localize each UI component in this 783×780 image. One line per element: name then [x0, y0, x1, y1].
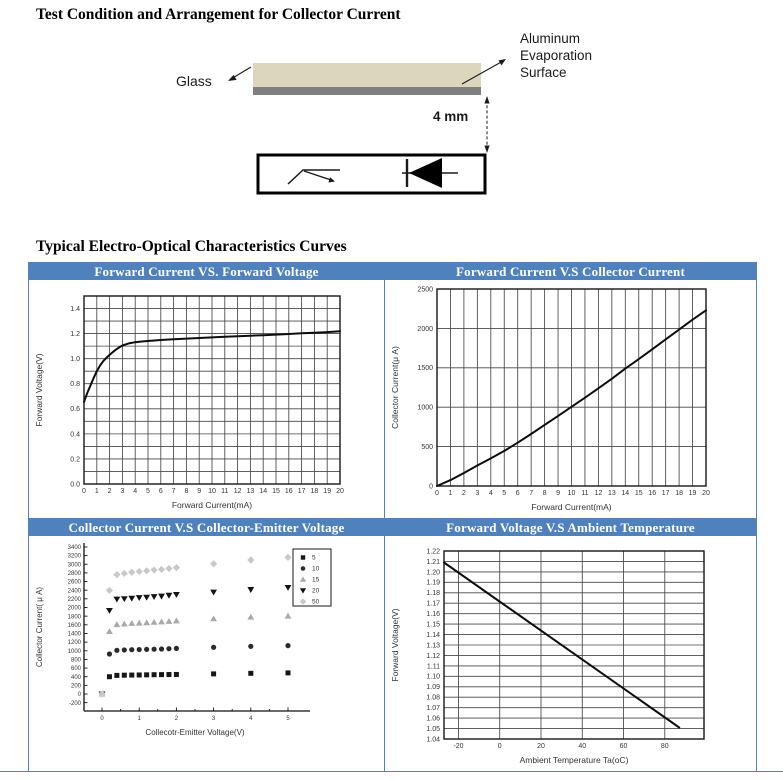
svg-text:11: 11: [581, 490, 589, 497]
svg-text:1.22: 1.22: [426, 548, 440, 556]
x-axis-title: Collecotr-Emitter Voltage(V): [145, 728, 245, 737]
chart-collector-current-vs-collector-emitter-voltage: [29, 536, 383, 770]
photodiode-symbol: [402, 158, 458, 188]
svg-text:40: 40: [578, 743, 587, 750]
svg-text:5: 5: [312, 554, 316, 562]
svg-text:3400: 3400: [67, 545, 81, 552]
chart-panel-if-ic: [385, 263, 756, 519]
svg-text:1.19: 1.19: [426, 579, 440, 587]
svg-text:7: 7: [529, 490, 534, 497]
svg-text:1000: 1000: [67, 648, 81, 655]
svg-text:1.04: 1.04: [426, 736, 440, 744]
svg-text:10: 10: [567, 490, 576, 497]
device-box: [258, 155, 485, 193]
dimension-line-4mm: [484, 96, 489, 153]
svg-text:1.10: 1.10: [426, 673, 440, 681]
y-tick-labels: [426, 548, 440, 743]
glass-label: Glass: [176, 73, 212, 89]
y-axis-title: Forward Voltage(V): [390, 608, 400, 682]
emitter-symbol: [288, 170, 340, 184]
svg-text:4: 4: [133, 488, 138, 495]
svg-text:1.12: 1.12: [426, 652, 440, 660]
svg-text:-20: -20: [453, 743, 464, 750]
svg-text:20: 20: [312, 587, 320, 595]
svg-text:12: 12: [594, 490, 603, 497]
chart-panel-ic-vce: [29, 519, 385, 771]
y-axis-title: Forward Voltage(V): [34, 353, 44, 427]
svg-text:5: 5: [502, 490, 507, 497]
svg-text:17: 17: [661, 490, 670, 497]
svg-text:10: 10: [312, 565, 320, 573]
svg-text:1000: 1000: [417, 404, 433, 412]
svg-text:0.8: 0.8: [70, 381, 80, 389]
gap-label: 4 mm: [433, 109, 469, 124]
svg-text:1: 1: [448, 490, 453, 497]
svg-text:18: 18: [310, 488, 319, 495]
aluminum-label: Aluminum Evaporation Surface: [520, 31, 593, 80]
svg-text:1.05: 1.05: [426, 725, 440, 733]
svg-text:400: 400: [70, 674, 81, 681]
svg-text:1200: 1200: [67, 640, 81, 647]
svg-text:11: 11: [221, 488, 229, 495]
svg-text:1800: 1800: [67, 614, 81, 621]
svg-text:1.4: 1.4: [70, 305, 80, 313]
scatter-points: [98, 554, 291, 698]
svg-text:1.08: 1.08: [426, 694, 440, 702]
svg-text:4: 4: [488, 490, 493, 497]
svg-text:0: 0: [497, 743, 502, 750]
aluminum-strip: [253, 87, 481, 95]
svg-text:6: 6: [158, 488, 163, 495]
svg-text:4: 4: [249, 716, 253, 722]
svg-text:2: 2: [461, 490, 466, 497]
chart-panel-vf-ta: [385, 519, 756, 771]
svg-text:1.0: 1.0: [70, 356, 80, 364]
grid-lines: [437, 289, 706, 486]
svg-text:2400: 2400: [67, 588, 81, 595]
x-axis-title: Forward Current(mA): [171, 500, 253, 510]
svg-text:18: 18: [675, 490, 683, 497]
svg-text:13: 13: [246, 488, 255, 495]
footer-divider: [0, 771, 783, 773]
svg-text:2800: 2800: [67, 571, 81, 577]
svg-text:200: 200: [70, 683, 81, 690]
svg-text:5: 5: [146, 488, 150, 495]
svg-text:1400: 1400: [67, 631, 81, 638]
chart-panel-if-vf: [29, 263, 385, 519]
svg-text:1500: 1500: [417, 365, 433, 373]
svg-text:50: 50: [312, 598, 320, 606]
svg-text:1.13: 1.13: [426, 642, 440, 650]
svg-text:15: 15: [312, 576, 320, 584]
svg-text:15: 15: [272, 488, 280, 495]
svg-text:1.15: 1.15: [426, 621, 440, 629]
test-arrangement-diagram: [0, 0, 783, 235]
svg-text:2600: 2600: [67, 579, 81, 586]
svg-text:8: 8: [184, 488, 189, 495]
svg-text:0.0: 0.0: [70, 481, 80, 489]
svg-text:0.4: 0.4: [70, 431, 80, 439]
svg-text:20: 20: [702, 490, 710, 497]
chart-forward-current-vs-forward-voltage: [29, 280, 383, 517]
svg-text:2000: 2000: [417, 325, 433, 333]
svg-text:-200: -200: [68, 700, 81, 707]
y-tick-labels: [417, 286, 433, 490]
svg-text:16: 16: [648, 490, 657, 497]
svg-text:6: 6: [515, 490, 520, 497]
svg-text:20: 20: [537, 743, 545, 750]
x-tick-labels: [453, 743, 668, 750]
svg-text:2: 2: [107, 488, 112, 495]
chart-forward-current-vs-collector-current: [385, 280, 755, 517]
y-axis-title: Collector Current( μ A): [35, 586, 44, 668]
svg-text:1.20: 1.20: [426, 569, 440, 577]
svg-text:60: 60: [619, 743, 628, 750]
svg-text:1.18: 1.18: [426, 590, 440, 598]
x-tick-labels: [435, 490, 710, 497]
svg-text:1.09: 1.09: [426, 684, 440, 692]
svg-text:3: 3: [211, 716, 216, 722]
svg-text:9: 9: [197, 488, 202, 495]
svg-text:80: 80: [660, 743, 669, 750]
svg-text:0: 0: [429, 483, 433, 491]
svg-text:15: 15: [634, 490, 643, 497]
svg-text:3: 3: [120, 488, 125, 495]
svg-text:0: 0: [435, 490, 439, 497]
svg-text:14: 14: [259, 488, 268, 495]
svg-text:12: 12: [233, 488, 242, 495]
svg-text:1: 1: [94, 488, 99, 495]
x-axis-title: Ambient Temperature Ta(oC): [519, 755, 629, 765]
svg-text:1.11: 1.11: [426, 663, 440, 671]
svg-text:0.2: 0.2: [70, 456, 80, 464]
glass-pointer-arrow: [228, 67, 251, 81]
chart-header-if-ic: Forward Current V.S Collector Current: [385, 263, 756, 280]
x-tick-labels: [82, 488, 344, 495]
svg-text:3: 3: [475, 490, 480, 497]
chart-forward-voltage-vs-ambient-temperature: [385, 536, 755, 770]
svg-text:1.16: 1.16: [426, 611, 440, 619]
svg-text:0.6: 0.6: [70, 406, 80, 414]
svg-text:1.17: 1.17: [426, 600, 440, 608]
svg-text:10: 10: [208, 488, 216, 495]
svg-text:500: 500: [421, 444, 433, 451]
svg-text:9: 9: [556, 490, 561, 497]
svg-text:0: 0: [77, 692, 81, 699]
svg-text:16: 16: [284, 488, 293, 495]
svg-text:0: 0: [82, 488, 86, 495]
svg-text:600: 600: [70, 666, 81, 673]
svg-text:19: 19: [323, 488, 332, 495]
grid-lines: [444, 551, 704, 739]
svg-text:8: 8: [542, 490, 547, 497]
svg-text:20: 20: [336, 488, 344, 495]
svg-text:2: 2: [174, 716, 179, 722]
x-axis-title: Forward Current(mA): [531, 502, 612, 512]
svg-text:1.14: 1.14: [426, 631, 440, 639]
svg-text:1: 1: [137, 716, 141, 722]
y-axis-title: Collector Current(μ A): [390, 346, 400, 429]
svg-text:1600: 1600: [67, 622, 81, 629]
y-tick-labels: [70, 306, 80, 488]
svg-text:1.21: 1.21: [426, 558, 440, 566]
svg-text:800: 800: [70, 657, 81, 664]
svg-text:2500: 2500: [417, 286, 433, 294]
legend: [293, 549, 331, 606]
svg-text:19: 19: [688, 490, 697, 497]
chart-header-vf-ta: Forward Voltage V.S Ambient Temperature: [385, 519, 756, 536]
svg-text:5: 5: [286, 716, 290, 722]
x-ticks: [100, 708, 290, 723]
svg-text:14: 14: [621, 490, 630, 497]
svg-text:1.2: 1.2: [70, 331, 80, 338]
svg-text:17: 17: [297, 488, 306, 495]
svg-text:7: 7: [171, 488, 176, 495]
chart-header-if-vf: Forward Current VS. Forward Voltage: [29, 263, 384, 280]
svg-text:2200: 2200: [67, 596, 81, 603]
chart-header-ic-vce: Collector Current V.S Collector-Emitter Voltage: [29, 519, 384, 536]
page-title: Test Condition and Arrangement for Collector Current: [36, 6, 401, 23]
svg-text:1.07: 1.07: [426, 705, 440, 713]
glass-rect: [253, 63, 481, 87]
svg-text:3200: 3200: [67, 553, 81, 560]
svg-text:1.06: 1.06: [426, 715, 440, 723]
section-title: Typical Electro-Optical Characteristics Curves: [36, 238, 347, 255]
svg-text:0: 0: [100, 716, 104, 722]
charts-grid: [28, 262, 757, 772]
grid-lines: [84, 296, 340, 484]
svg-text:2000: 2000: [67, 605, 81, 612]
svg-text:3000: 3000: [67, 562, 81, 569]
svg-text:13: 13: [607, 490, 616, 497]
